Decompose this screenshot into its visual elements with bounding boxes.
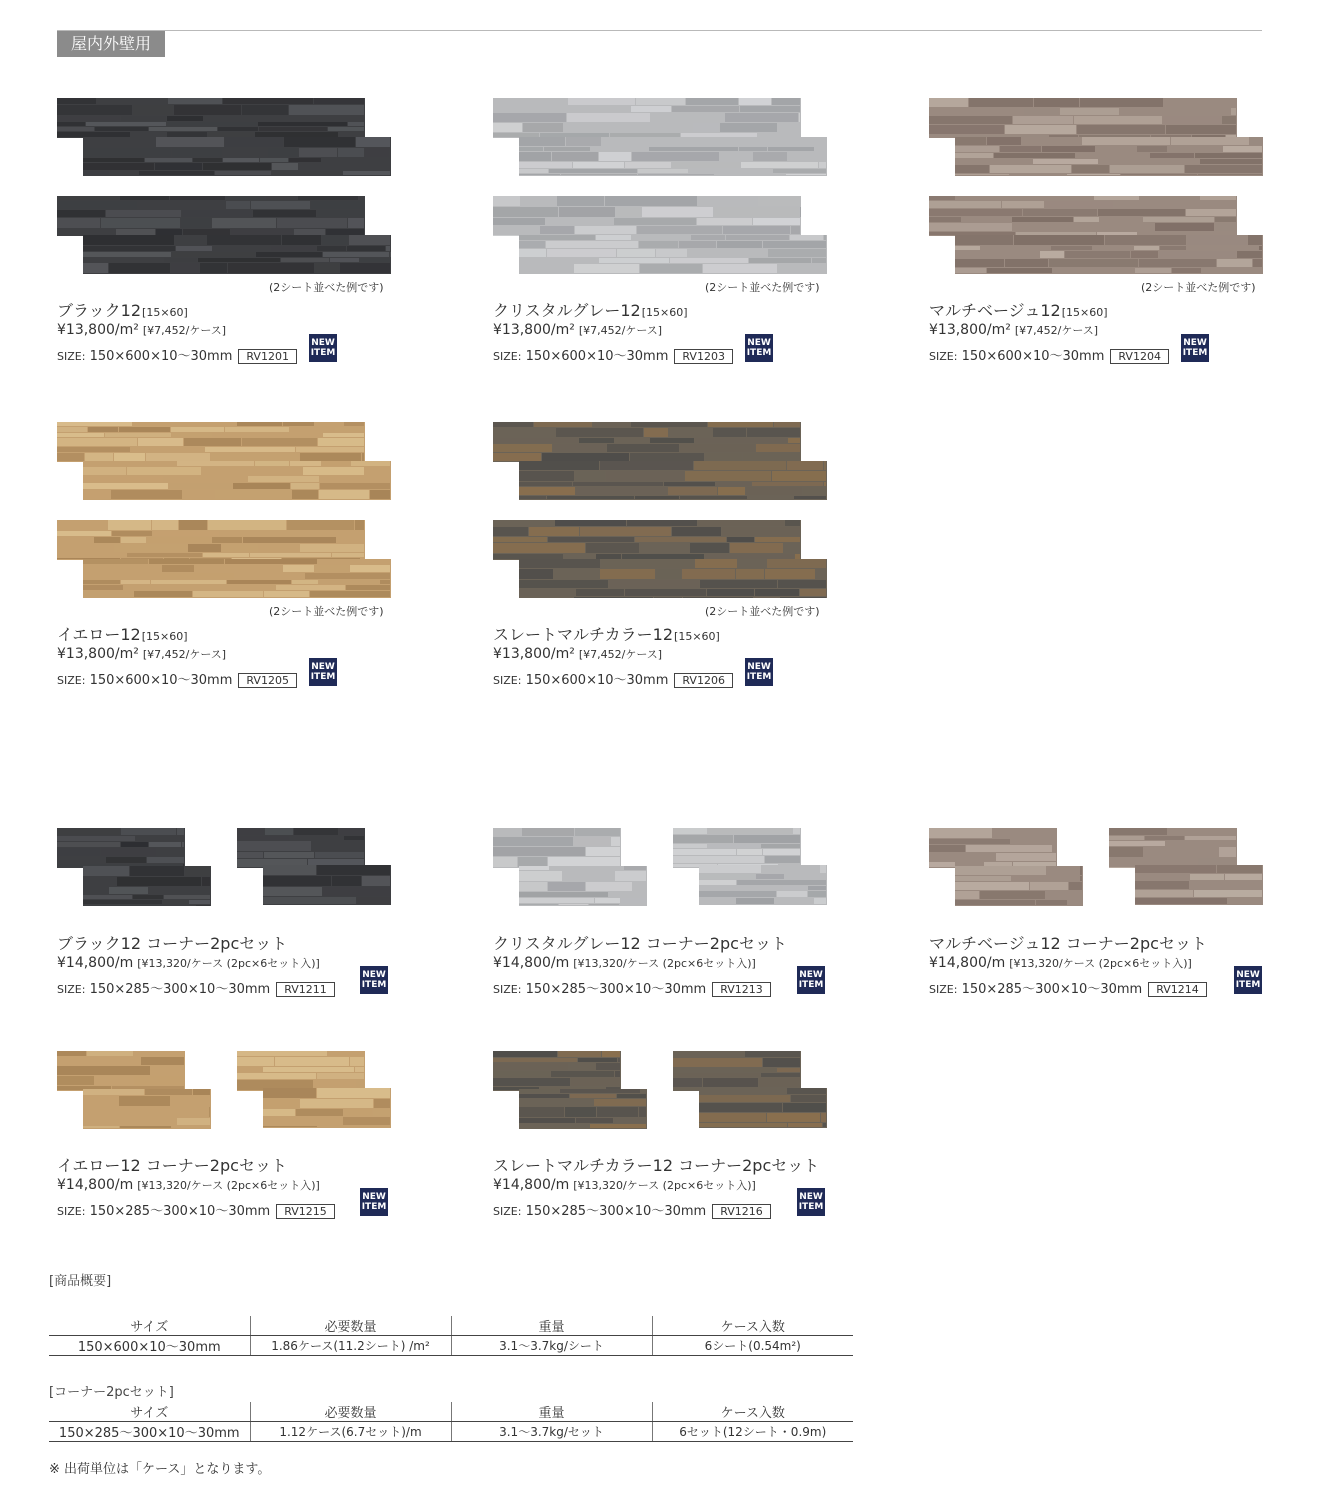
section-tab: 屋内外壁用 bbox=[57, 31, 165, 57]
size-label: SIZE: bbox=[57, 983, 86, 996]
product-code: RV1216 bbox=[712, 1204, 771, 1219]
size-label: SIZE: bbox=[493, 983, 522, 996]
corner-image bbox=[57, 828, 391, 906]
arrangement-note: (2シート並べた例です) bbox=[705, 281, 820, 294]
corner-name: イエロー12 コーナー2pcセット bbox=[57, 1156, 287, 1175]
product-code: RV1214 bbox=[1148, 982, 1207, 997]
size-label: SIZE: bbox=[493, 1205, 522, 1218]
case-price: [¥7,452/ケース] bbox=[578, 324, 663, 337]
price-text: ¥13,800/m² bbox=[929, 322, 1011, 338]
product-code: RV1213 bbox=[712, 982, 771, 997]
new-item-badge bbox=[309, 334, 337, 362]
table-cell: 6シート(0.54m²) bbox=[652, 1336, 853, 1356]
product-code: RV1201 bbox=[238, 349, 297, 364]
case-price: [¥13,320/ケース (2pc×6セット入)] bbox=[573, 1179, 756, 1192]
product-price bbox=[493, 646, 662, 662]
product-name bbox=[929, 298, 1108, 321]
size-value: 150×285〜300×10〜30mm bbox=[961, 982, 1143, 997]
product-grade: [15×60] bbox=[1061, 306, 1108, 319]
product-image bbox=[493, 98, 827, 274]
size-label: SIZE: bbox=[929, 350, 958, 363]
new-item-badge bbox=[745, 334, 773, 362]
product-grade: [15×60] bbox=[641, 306, 688, 319]
table-cell: 6セット(12シート・0.9m) bbox=[652, 1422, 853, 1442]
top-rule bbox=[57, 30, 1262, 31]
new-item-badge bbox=[1181, 334, 1209, 362]
badge-line-1: NEW bbox=[799, 1192, 823, 1202]
product-code: RV1203 bbox=[674, 349, 733, 364]
badge-line-2: ITEM bbox=[310, 672, 336, 682]
product-code: RV1211 bbox=[276, 982, 335, 997]
corner-name: クリスタルグレー12 コーナー2pcセット bbox=[493, 934, 787, 953]
product-size bbox=[929, 345, 1169, 364]
product-name-text: イエロー12 bbox=[57, 625, 141, 644]
table-cell: 150×285〜300×10〜30mm bbox=[49, 1422, 250, 1442]
corner-price bbox=[493, 955, 756, 971]
new-item-badge bbox=[309, 658, 337, 686]
table-header: サイズ bbox=[49, 1316, 250, 1336]
new-item-badge bbox=[1234, 966, 1262, 994]
corner-size bbox=[57, 978, 335, 997]
product-size bbox=[493, 669, 733, 688]
corner-price bbox=[57, 955, 320, 971]
table-header: 重量 bbox=[451, 1402, 652, 1422]
price-text: ¥13,800/m² bbox=[493, 646, 575, 662]
case-price: [¥7,452/ケース] bbox=[578, 648, 663, 661]
product-name bbox=[57, 622, 188, 645]
arrangement-note: (2シート並べた例です) bbox=[1141, 281, 1256, 294]
corner-image bbox=[57, 1051, 391, 1129]
product-price bbox=[57, 646, 226, 662]
product-name-text: クリスタルグレー12 bbox=[493, 301, 641, 320]
spec-table-title: [商品概要] bbox=[49, 1274, 112, 1289]
table-cell: 3.1〜3.7kg/セット bbox=[451, 1422, 652, 1442]
case-price: [¥13,320/ケース (2pc×6セット入)] bbox=[573, 957, 756, 970]
size-value: 150×285〜300×10〜30mm bbox=[525, 1204, 707, 1219]
new-item-badge bbox=[797, 966, 825, 994]
product-image bbox=[57, 98, 391, 274]
badge-line-1: NEW bbox=[362, 1192, 386, 1202]
price-text: ¥14,800/m bbox=[929, 955, 1006, 971]
size-value: 150×600×10〜30mm bbox=[961, 349, 1105, 364]
product-price bbox=[929, 322, 1098, 338]
product-image bbox=[493, 422, 827, 598]
table-cell: 1.86ケース(11.2シート) /m² bbox=[250, 1336, 451, 1356]
corner-name: マルチベージュ12 コーナー2pcセット bbox=[929, 934, 1207, 953]
price-text: ¥13,800/m² bbox=[493, 322, 575, 338]
table-header: サイズ bbox=[49, 1402, 250, 1422]
product-name-text: スレートマルチカラー12 bbox=[493, 625, 674, 644]
price-text: ¥14,800/m bbox=[493, 955, 570, 971]
corner-image bbox=[929, 828, 1263, 906]
size-value: 150×285〜300×10〜30mm bbox=[525, 982, 707, 997]
size-value: 150×600×10〜30mm bbox=[525, 673, 669, 688]
size-label: SIZE: bbox=[929, 983, 958, 996]
badge-line-1: NEW bbox=[747, 338, 771, 348]
table-header: 必要数量 bbox=[250, 1316, 451, 1336]
new-item-badge bbox=[745, 658, 773, 686]
badge-line-2: ITEM bbox=[746, 672, 772, 682]
badge-line-1: NEW bbox=[362, 970, 386, 980]
arrangement-note: (2シート並べた例です) bbox=[269, 605, 384, 618]
new-item-badge bbox=[797, 1188, 825, 1216]
table-header: ケース入数 bbox=[652, 1402, 853, 1422]
size-value: 150×600×10〜30mm bbox=[89, 673, 233, 688]
product-size bbox=[57, 669, 297, 688]
corner-spec-table bbox=[49, 1402, 853, 1442]
table-header: 重量 bbox=[451, 1316, 652, 1336]
table-header-row bbox=[49, 1316, 853, 1336]
product-name bbox=[493, 298, 688, 321]
corner-price bbox=[57, 1177, 320, 1193]
table-header-row bbox=[49, 1402, 853, 1422]
product-image bbox=[929, 98, 1263, 274]
corner-size bbox=[57, 1200, 335, 1219]
badge-line-2: ITEM bbox=[746, 348, 772, 358]
product-name bbox=[57, 298, 188, 321]
badge-line-1: NEW bbox=[311, 662, 335, 672]
corner-name: スレートマルチカラー12 コーナー2pcセット bbox=[493, 1156, 820, 1175]
badge-line-2: ITEM bbox=[361, 980, 387, 990]
size-label: SIZE: bbox=[57, 674, 86, 687]
badge-line-1: NEW bbox=[747, 662, 771, 672]
table-cell: 150×600×10〜30mm bbox=[49, 1336, 250, 1356]
product-code: RV1204 bbox=[1110, 349, 1169, 364]
size-value: 150×600×10〜30mm bbox=[89, 349, 233, 364]
size-label: SIZE: bbox=[493, 350, 522, 363]
corner-size bbox=[493, 1200, 771, 1219]
corner-image bbox=[493, 1051, 827, 1129]
spec-table bbox=[49, 1316, 853, 1356]
size-label: SIZE: bbox=[493, 674, 522, 687]
badge-line-2: ITEM bbox=[798, 1202, 824, 1212]
product-grade: [15×60] bbox=[674, 630, 720, 643]
size-value: 150×600×10〜30mm bbox=[525, 349, 669, 364]
product-grade: [15×60] bbox=[142, 306, 188, 319]
badge-line-1: NEW bbox=[799, 970, 823, 980]
table-cell: 1.12ケース(6.7セット)/m bbox=[250, 1422, 451, 1442]
table-row bbox=[49, 1422, 853, 1442]
new-item-badge bbox=[360, 966, 388, 994]
size-label: SIZE: bbox=[57, 1205, 86, 1218]
product-name bbox=[493, 622, 720, 645]
corner-size bbox=[929, 978, 1207, 997]
case-price: [¥7,452/ケース] bbox=[1014, 324, 1099, 337]
case-price: [¥13,320/ケース (2pc×6セット入)] bbox=[1009, 957, 1192, 970]
price-text: ¥13,800/m² bbox=[57, 322, 139, 338]
badge-line-2: ITEM bbox=[310, 348, 336, 358]
product-size bbox=[57, 345, 297, 364]
product-name-text: ブラック12 bbox=[57, 301, 142, 320]
table-row bbox=[49, 1336, 853, 1356]
product-code: RV1215 bbox=[276, 1204, 335, 1219]
corner-table-title: [コーナー2pcセット] bbox=[49, 1385, 174, 1400]
case-price: [¥7,452/ケース] bbox=[142, 648, 227, 661]
corner-name: ブラック12 コーナー2pcセット bbox=[57, 934, 288, 953]
product-code: RV1205 bbox=[238, 673, 297, 688]
badge-line-1: NEW bbox=[1236, 970, 1260, 980]
product-code: RV1206 bbox=[674, 673, 733, 688]
badge-line-2: ITEM bbox=[1235, 980, 1261, 990]
product-name-text: マルチベージュ12 bbox=[929, 301, 1061, 320]
product-image bbox=[57, 422, 391, 598]
case-price: [¥13,320/ケース (2pc×6セット入)] bbox=[137, 1179, 320, 1192]
new-item-badge bbox=[360, 1188, 388, 1216]
price-text: ¥14,800/m bbox=[57, 955, 134, 971]
corner-price bbox=[929, 955, 1192, 971]
table-cell: 3.1〜3.7kg/シート bbox=[451, 1336, 652, 1356]
price-text: ¥14,800/m bbox=[57, 1177, 134, 1193]
size-label: SIZE: bbox=[57, 350, 86, 363]
case-price: [¥7,452/ケース] bbox=[142, 324, 227, 337]
price-text: ¥14,800/m bbox=[493, 1177, 570, 1193]
badge-line-2: ITEM bbox=[361, 1202, 387, 1212]
product-grade: [15×60] bbox=[141, 630, 188, 643]
product-price bbox=[493, 322, 662, 338]
size-value: 150×285〜300×10〜30mm bbox=[89, 1204, 271, 1219]
arrangement-note: (2シート並べた例です) bbox=[269, 281, 384, 294]
corner-size bbox=[493, 978, 771, 997]
price-text: ¥13,800/m² bbox=[57, 646, 139, 662]
size-value: 150×285〜300×10〜30mm bbox=[89, 982, 271, 997]
product-price bbox=[57, 322, 226, 338]
badge-line-1: NEW bbox=[1183, 338, 1207, 348]
table-header: ケース入数 bbox=[652, 1316, 853, 1336]
corner-image bbox=[493, 828, 827, 906]
badge-line-2: ITEM bbox=[798, 980, 824, 990]
badge-line-1: NEW bbox=[311, 338, 335, 348]
case-price: [¥13,320/ケース (2pc×6セット入)] bbox=[137, 957, 320, 970]
corner-price bbox=[493, 1177, 756, 1193]
badge-line-2: ITEM bbox=[1182, 348, 1208, 358]
table-header: 必要数量 bbox=[250, 1402, 451, 1422]
product-size bbox=[493, 345, 733, 364]
footnote: ※ 出荷単位は「ケース」となります。 bbox=[49, 1462, 271, 1477]
arrangement-note: (2シート並べた例です) bbox=[705, 605, 820, 618]
